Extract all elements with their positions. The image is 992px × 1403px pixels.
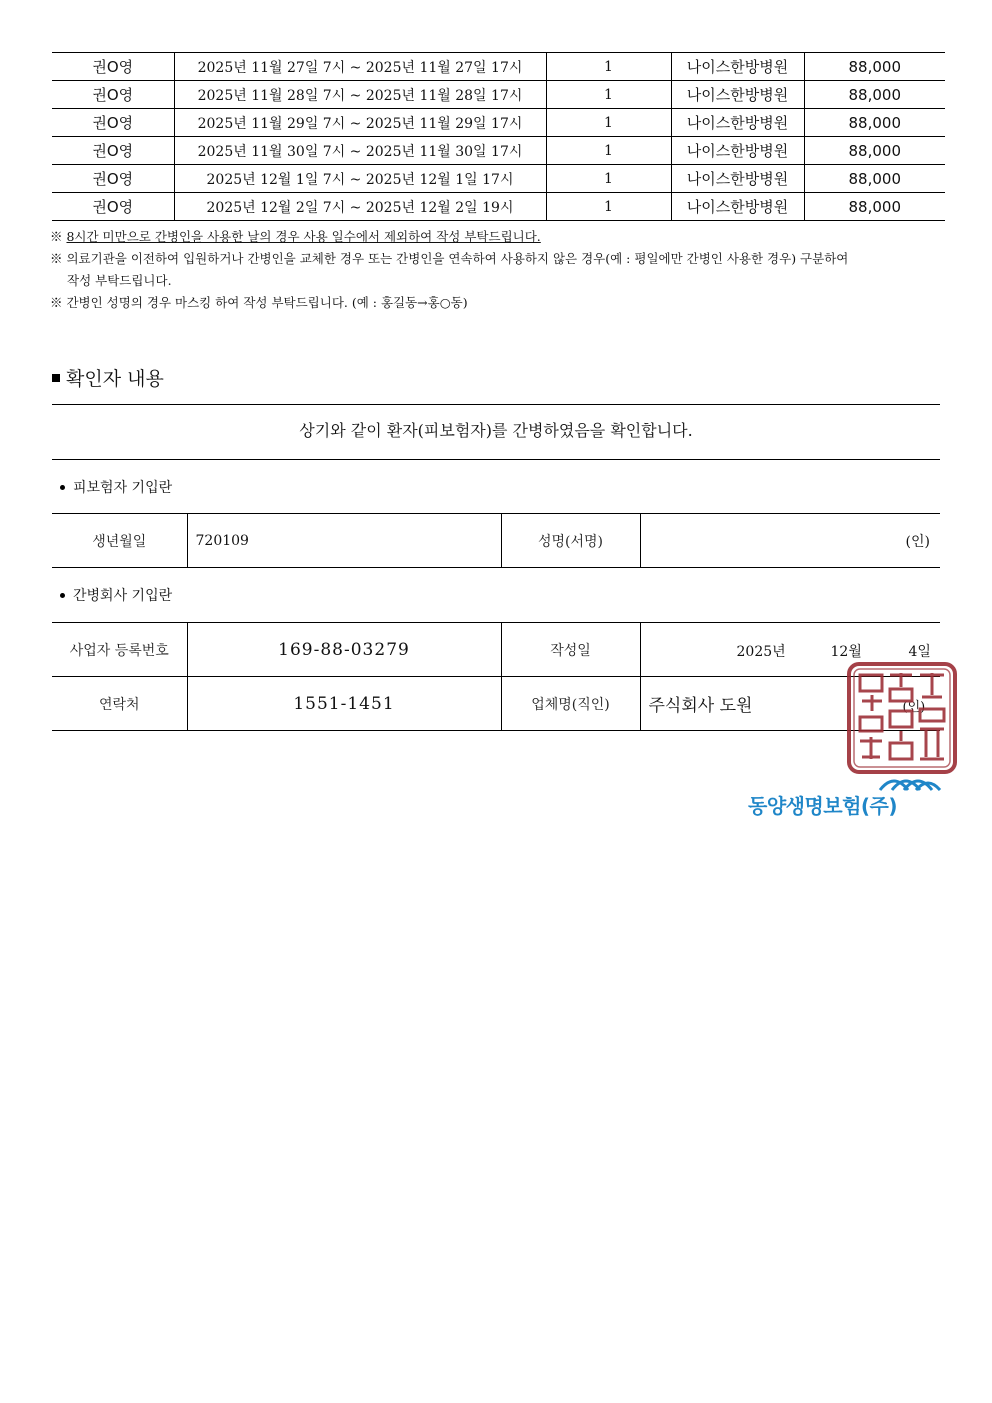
company-name: 주식회사 도원 [648,696,753,716]
caregiver-name: 권O영 [52,53,174,81]
caregiver-name: 권O영 [52,193,174,221]
hospital-name: 나이스한방병원 [671,81,804,109]
date-month: 12월 [830,644,862,660]
care-amount: 88,000 [804,165,945,193]
table-row [52,109,945,137]
signature-field[interactable] [640,514,940,568]
care-days-table [52,52,945,221]
care-days: 1 [546,137,671,165]
divider [52,404,940,405]
caregiver-name: 권O영 [52,81,174,109]
date-day: 4일 [908,644,931,660]
biz-no-value[interactable]: 169-88-03279 [187,623,501,677]
company-label: 업체명(직인) [501,677,640,731]
seal-mark: (인) [905,533,930,550]
caregiver-name: 권O영 [52,109,174,137]
name-label: 성명(서명) [501,514,640,568]
section-title-text: 확인자 내용 [66,368,164,390]
notes [50,226,945,314]
section-title [52,364,164,391]
care-period: 2025년 11월 27일 7시 ~ 2025년 11월 27일 17시 [174,53,546,81]
care-amount: 88,000 [804,109,945,137]
table-row [52,137,945,165]
divider [52,459,940,460]
company-heading: 간병회사 기입란 [60,585,172,605]
insurer-logo-text: 동양생명보험(주) [748,794,898,818]
note-1-text: 8시간 미만으로 간병인을 사용한 날의 경우 사용 일수에서 제외하여 작성 부탁드립니다. [66,229,541,244]
confirm-statement: 상기와 같이 환자(피보험자)를 간병하였음을 확인합니다. [299,421,693,440]
hospital-name: 나이스한방병원 [671,109,804,137]
note-3: ※ 간병인 성명의 경우 마스킹 하여 작성 부탁드립니다. (예 : 홍길동→홍○동) [50,295,468,310]
care-amount: 88,000 [804,193,945,221]
insured-heading: 피보험자 기입란 [60,477,172,497]
bullet-icon [60,593,65,598]
care-amount: 88,000 [804,137,945,165]
caregiver-name: 권O영 [52,165,174,193]
care-days: 1 [546,109,671,137]
seal-mark: (인) [902,700,926,715]
care-amount: 88,000 [804,53,945,81]
note-1: ※ 8시간 미만으로 간병인을 사용한 날의 경우 사용 일수에서 제외하여 작성 부탁드립니다. [50,229,541,244]
hospital-name: 나이스한방병원 [671,193,804,221]
square-bullet-icon [52,374,60,382]
insured-form [52,513,940,568]
care-days: 1 [546,81,671,109]
note-2-line-2: 작성 부탁드립니다. [67,273,172,288]
bullet-icon [60,485,65,490]
contact-label: 연락처 [52,677,187,731]
care-days: 1 [546,165,671,193]
care-days: 1 [546,193,671,221]
contact-value[interactable]: 1551-1451 [187,677,501,731]
table-row [52,193,945,221]
note-2-line-1: ※ 의료기관을 이전하여 입원하거나 간병인을 교체한 경우 또는 간병인을 연속하여 사용하지 않은 경우(예 : 평일에만 간병인 사용한 경우) 구분하여 [50,251,849,266]
date-year: 2025년 [736,644,786,660]
birth-label: 생년월일 [52,514,187,568]
brand-wave-icon [878,770,942,792]
company-form [52,622,940,731]
care-period: 2025년 11월 30일 7시 ~ 2025년 11월 30일 17시 [174,137,546,165]
care-period: 2025년 11월 29일 7시 ~ 2025년 11월 29일 17시 [174,109,546,137]
care-days: 1 [546,53,671,81]
hospital-name: 나이스한방병원 [671,53,804,81]
care-amount: 88,000 [804,81,945,109]
table-row [52,165,945,193]
table-row [52,81,945,109]
hospital-name: 나이스한방병원 [671,137,804,165]
date-label: 작성일 [501,623,640,677]
care-period: 2025년 12월 2일 7시 ~ 2025년 12월 2일 19시 [174,193,546,221]
table-row [52,53,945,81]
care-period: 2025년 11월 28일 7시 ~ 2025년 11월 28일 17시 [174,81,546,109]
hospital-name: 나이스한방병원 [671,165,804,193]
birth-value[interactable]: 720109 [187,514,501,568]
care-period: 2025년 12월 1일 7시 ~ 2025년 12월 1일 17시 [174,165,546,193]
caregiver-name: 권O영 [52,137,174,165]
company-seal-stamp [846,661,958,775]
biz-no-label: 사업자 등록번호 [52,623,187,677]
